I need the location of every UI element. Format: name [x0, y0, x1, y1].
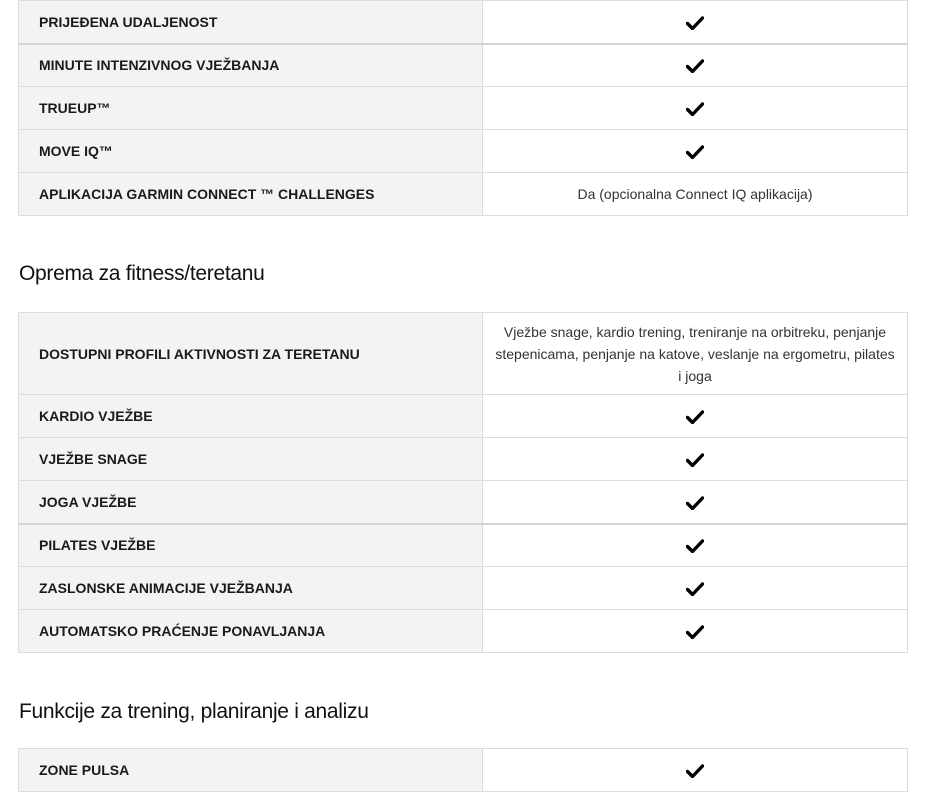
- checkmark-icon: [686, 145, 704, 159]
- table-row: [19, 524, 908, 567]
- row-value: [483, 44, 908, 87]
- row-value: [483, 438, 908, 481]
- table-row: [19, 395, 908, 438]
- checkmark-icon: [686, 410, 704, 424]
- row-label: APLIKACIJA GARMIN CONNECT ™ CHALLENGES: [19, 173, 483, 216]
- row-value: [483, 395, 908, 438]
- row-label: DOSTUPNI PROFILI AKTIVNOSTI ZA TERETANU: [19, 313, 483, 395]
- row-label: AUTOMATSKO PRAĆENJE PONAVLJANJA: [19, 610, 483, 653]
- checkmark-icon: [686, 625, 704, 639]
- row-value: [483, 567, 908, 610]
- row-label: KARDIO VJEŽBE: [19, 395, 483, 438]
- row-label: JOGA VJEŽBE: [19, 481, 483, 524]
- section-title-fitness: Oprema za fitness/teretanu: [19, 262, 265, 285]
- row-value: [483, 87, 908, 130]
- row-label: TRUEUP™: [19, 87, 483, 130]
- row-label: PILATES VJEŽBE: [19, 524, 483, 567]
- table-row: [19, 749, 908, 792]
- row-value: [483, 524, 908, 567]
- checkmark-icon: [686, 764, 704, 778]
- checkmark-icon: [686, 102, 704, 116]
- table-row: [19, 438, 908, 481]
- table-row: [19, 313, 908, 395]
- table-row: [19, 610, 908, 653]
- table-row: [19, 481, 908, 524]
- row-label: VJEŽBE SNAGE: [19, 438, 483, 481]
- row-value: Da (opcionalna Connect IQ aplikacija): [483, 173, 908, 216]
- table-row: [19, 44, 908, 87]
- row-value: [483, 749, 908, 792]
- row-label: MINUTE INTENZIVNOG VJEŽBANJA: [19, 44, 483, 87]
- table-row: [19, 173, 908, 216]
- row-value: [483, 1, 908, 44]
- spec-table-training: [18, 748, 908, 792]
- checkmark-icon: [686, 453, 704, 467]
- table-row: [19, 87, 908, 130]
- checkmark-icon: [686, 582, 704, 596]
- row-label: PRIJEĐENA UDALJENOST: [19, 1, 483, 44]
- row-value: [483, 481, 908, 524]
- spec-table-fitness: [18, 312, 908, 653]
- profiles-text: Vježbe snage, kardio trening, treniranje na orbitreku, penjanje stepenicama, penjanje na katove, veslanje na ergometru, pilates i joga: [495, 323, 895, 384]
- checkmark-icon: [686, 59, 704, 73]
- checkmark-icon: [686, 16, 704, 30]
- row-value: [483, 313, 908, 395]
- section-title-training: Funkcije za trening, planiranje i analizu: [19, 700, 369, 723]
- row-value: [483, 610, 908, 653]
- row-label: ZASLONSKE ANIMACIJE VJEŽBANJA: [19, 567, 483, 610]
- row-label: ZONE PULSA: [19, 749, 483, 792]
- checkmark-icon: [686, 539, 704, 553]
- table-row: [19, 1, 908, 44]
- table-row: [19, 567, 908, 610]
- row-value: [483, 130, 908, 173]
- row-label: MOVE IQ™: [19, 130, 483, 173]
- checkmark-icon: [686, 496, 704, 510]
- spec-table-activity: [18, 0, 908, 216]
- table-row: [19, 130, 908, 173]
